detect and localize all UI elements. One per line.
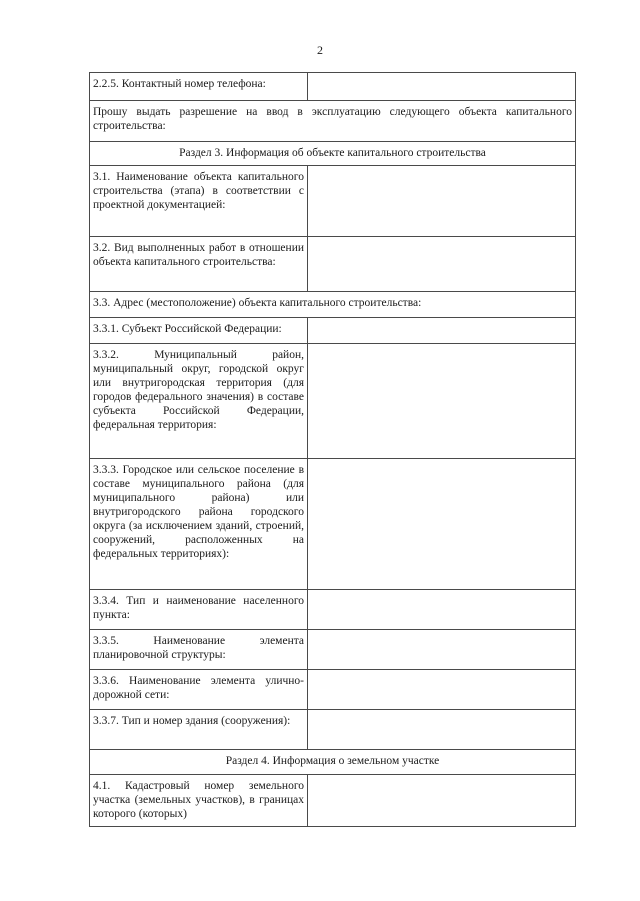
field-label-contact-phone: 2.2.5. Контактный номер телефона: bbox=[90, 73, 308, 101]
field-value-object-name[interactable] bbox=[308, 166, 576, 237]
section-4-heading: Раздел 4. Информация о земельном участке bbox=[90, 750, 576, 775]
field-label-building: 3.3.7. Тип и номер здания (сооружения): bbox=[90, 710, 308, 750]
field-label-federal-subject: 3.3.1. Субъект Российской Федерации: bbox=[90, 318, 308, 344]
field-value-settlement[interactable] bbox=[308, 459, 576, 590]
table-row bbox=[90, 166, 576, 237]
table-row bbox=[90, 630, 576, 670]
field-value-work-type[interactable] bbox=[308, 237, 576, 292]
section-3-heading: Раздел 3. Информация об объекте капитального строительства bbox=[90, 142, 576, 166]
address-heading: 3.3. Адрес (местоположение) объекта капитального строительства: bbox=[90, 292, 576, 318]
table-row bbox=[90, 459, 576, 590]
application-form-table bbox=[89, 72, 576, 827]
table-row bbox=[90, 237, 576, 292]
field-label-planning-element: 3.3.5. Наименование элемента планировочной структуры: bbox=[90, 630, 308, 670]
field-value-street-element[interactable] bbox=[308, 670, 576, 710]
field-label-cadastral-number: 4.1. Кадастровый номер земельного участка (земельных участков), в границах которого (которых) bbox=[90, 775, 308, 827]
field-label-settlement: 3.3.3. Городское или сельское поселение в составе муниципального района (для муниципального района) или внутригородского района городского округа (за исключением зданий, строений, сооружений, расположенных на федеральных территориях): bbox=[90, 459, 308, 590]
table-row bbox=[90, 318, 576, 344]
table-row bbox=[90, 670, 576, 710]
field-value-locality[interactable] bbox=[308, 590, 576, 630]
field-label-street-element: 3.3.6. Наименование элемента улично-дорожной сети: bbox=[90, 670, 308, 710]
page-number: 2 bbox=[317, 43, 323, 57]
field-value-cadastral-number[interactable] bbox=[308, 775, 576, 827]
field-value-contact-phone[interactable] bbox=[308, 73, 576, 101]
table-row bbox=[90, 142, 576, 166]
table-row bbox=[90, 73, 576, 101]
table-row bbox=[90, 590, 576, 630]
table-row bbox=[90, 344, 576, 459]
field-label-municipal-district: 3.3.2. Муниципальный район, муниципальный округ, городской округ или внутригородская территория (для городов федерального значения) в составе субъекта Российской Федерации, федеральная территория: bbox=[90, 344, 308, 459]
table-row bbox=[90, 775, 576, 827]
table-row bbox=[90, 750, 576, 775]
request-statement: Прошу выдать разрешение на ввод в эксплуатацию следующего объекта капитального строительства: bbox=[90, 101, 576, 142]
field-label-work-type: 3.2. Вид выполненных работ в отношении объекта капитального строительства: bbox=[90, 237, 308, 292]
field-value-municipal-district[interactable] bbox=[308, 344, 576, 459]
field-label-object-name: 3.1. Наименование объекта капитального строительства (этапа) в соответствии с проектной документацией: bbox=[90, 166, 308, 237]
field-value-planning-element[interactable] bbox=[308, 630, 576, 670]
table-row bbox=[90, 292, 576, 318]
field-label-locality: 3.3.4. Тип и наименование населенного пункта: bbox=[90, 590, 308, 630]
field-value-building[interactable] bbox=[308, 710, 576, 750]
field-value-federal-subject[interactable] bbox=[308, 318, 576, 344]
table-row bbox=[90, 710, 576, 750]
table-row bbox=[90, 101, 576, 142]
